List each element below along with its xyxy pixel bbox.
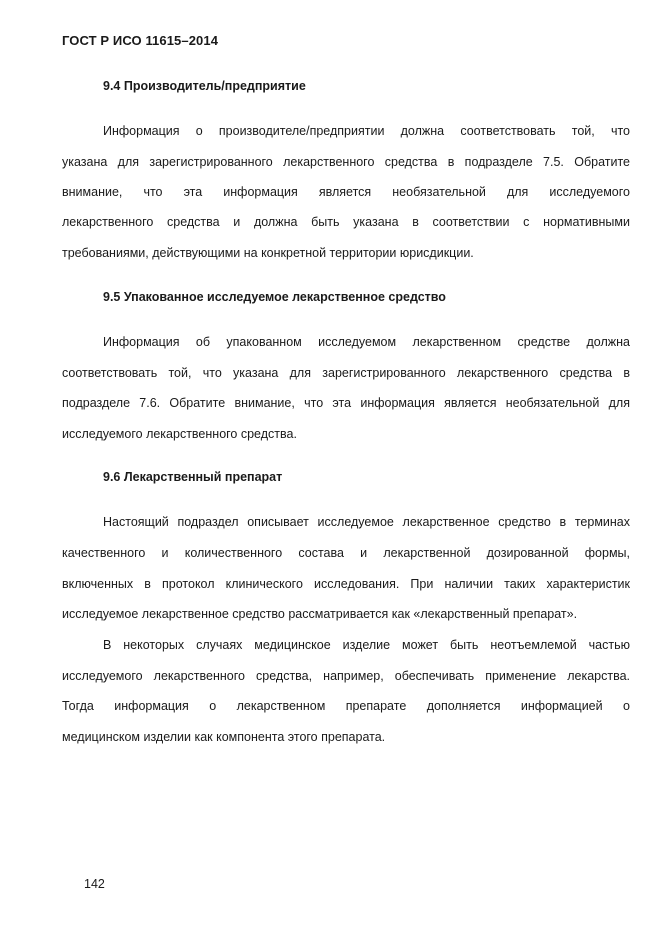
document-header: ГОСТ Р ИСО 11615–2014 — [62, 33, 219, 48]
paragraph-line: Информация об упакованном исследуемом лекарственном средстве должна — [103, 335, 630, 349]
paragraph-line: включенных в протокол клинического исследования. При наличии таких характеристик — [62, 577, 630, 591]
section-heading-9-6: 9.6 Лекарственный препарат — [103, 470, 283, 484]
paragraph-line: соответствовать той, что указана для зарегистрированного лекарственного средства в — [62, 366, 630, 380]
paragraph-line: Информация о производителе/предприятии должна соответствовать той, что — [103, 124, 630, 138]
paragraph-line: качественного и количественного состава и лекарственной дозированной формы, — [62, 546, 630, 560]
paragraph-line: требованиями, действующими на конкретной территории юрисдикции. — [62, 246, 474, 260]
paragraph-line: исследуемое лекарственное средство рассматривается как «лекарственный препарат». — [62, 607, 578, 621]
paragraph-line: медицинском изделии как компонента этого препарата. — [62, 730, 386, 744]
paragraph-line: подразделе 7.6. Обратите внимание, что эта информация является необязательной для — [62, 396, 630, 410]
paragraph-line: В некоторых случаях медицинское изделие может быть неотъемлемой частью — [103, 638, 630, 652]
page-number: 142 — [84, 877, 105, 891]
paragraph-line: указана для зарегистрированного лекарственного средства в подразделе 7.5. Обратите — [62, 155, 630, 169]
section-heading-9-5: 9.5 Упакованное исследуемое лекарственное средство — [103, 290, 446, 304]
paragraph-line: исследуемого лекарственного средства. — [62, 427, 297, 441]
paragraph-line: Тогда информация о лекарственном препарате дополняется информацией о — [62, 699, 630, 713]
paragraph-line: лекарственного средства и должна быть указана в соответствии с нормативными — [62, 215, 630, 229]
paragraph-line: внимание, что эта информация является необязательной для исследуемого — [62, 185, 630, 199]
paragraph-line: Настоящий подраздел описывает исследуемое лекарственное средство в терминах — [103, 515, 630, 529]
paragraph-line: исследуемого лекарственного средства, например, обеспечивать применение лекарства. — [62, 669, 630, 683]
section-heading-9-4: 9.4 Производитель/предприятие — [103, 79, 306, 93]
